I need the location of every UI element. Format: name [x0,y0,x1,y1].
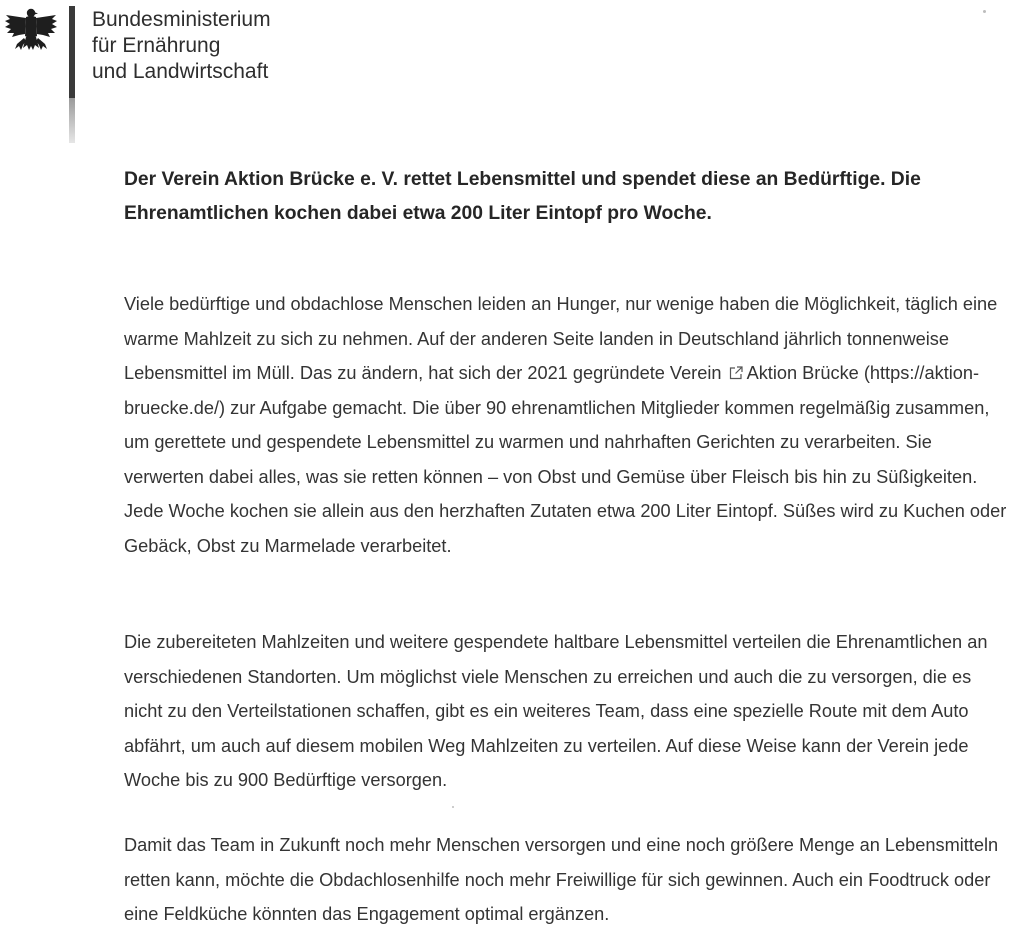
lead-paragraph: Der Verein Aktion Brücke e. V. rettet Lebensmittel und spendet diese an Bedürftige. Die Ehrenamtlichen kochen dabei etwa 200 Liter Eintopf pro Woche. [124,169,921,224]
scan-speck [983,10,986,13]
federal-eagle-icon [4,6,58,56]
paragraph-3: Damit das Team in Zukunft noch mehr Menschen versorgen und eine noch größere Menge an Lebensmitteln retten kann, möchte die Obdachlosenhilfe noch mehr Freiwillige für sich gewinnen. Auch ein Foodtruck oder eine Feldküche könnten das Engagement optimal ergänzen. [124,835,999,924]
aktion-bruecke-link-label: Aktion Brücke (https://aktion-bruecke.de/) [124,363,980,418]
paragraph-2: Die zubereiteten Mahlzeiten und weitere gespendete haltbare Lebensmittel verteilen die Ehrenamtlichen an verschiedenen Standorten. Um möglichst viele Menschen zu erreichen und auch die zu versorgen, die es nicht zu den Verteilstationen schaffen, gibt es ein weiteres Team, dass eine spezielle Route mit dem Auto abfährt, um auch auf diesem mobilen Weg Mahlzeiten zu verteilen. Auf diese Weise kann der Verein jede Woche bis zu 900 Bedürftige versorgen. [124,632,988,790]
ministry-color-bar [69,6,75,98]
paragraph-1-text-end: zur Aufgabe gemacht. Die über 90 ehrenamtlichen Mitglieder kommen regelmäßig zusammen, um gerettete und gespendete Lebensmittel zu warmen und nahrhaften Gerichten zu verarbeiten. Sie verwerten dabei alles, was sie retten können – von Obst und Gemüse über Fleisch bis hin zu Süßigkeiten. Jede Woche kochen sie allein aus den herzhaften Zutaten etwa 200 Liter Eintopf. Süßes wird zu Kuchen oder Gebäck, Obst zu Marmelade verarbeitet. [124,397,1007,556]
ministry-color-bar-fade [69,98,75,143]
external-link-icon [729,366,743,380]
ministry-name: Bundesministerium für Ernährung und Landwirtschaft [92,8,271,83]
paragraph-1 [124,287,1014,563]
scan-speck [452,806,454,808]
ministry-header [0,0,420,150]
paragraph-1-text-start: Viele bedürftige und obdachlose Menschen leiden an Hunger, nur wenige haben die Möglichkeit, täglich eine warme Mahlzeit zu sich zu nehmen. Auf der anderen Seite landen in Deutschland jährlich tonnenweise Lebensmittel im Müll. Das zu ändern, hat sich der 2021 gegründete Verein [124,294,998,383]
